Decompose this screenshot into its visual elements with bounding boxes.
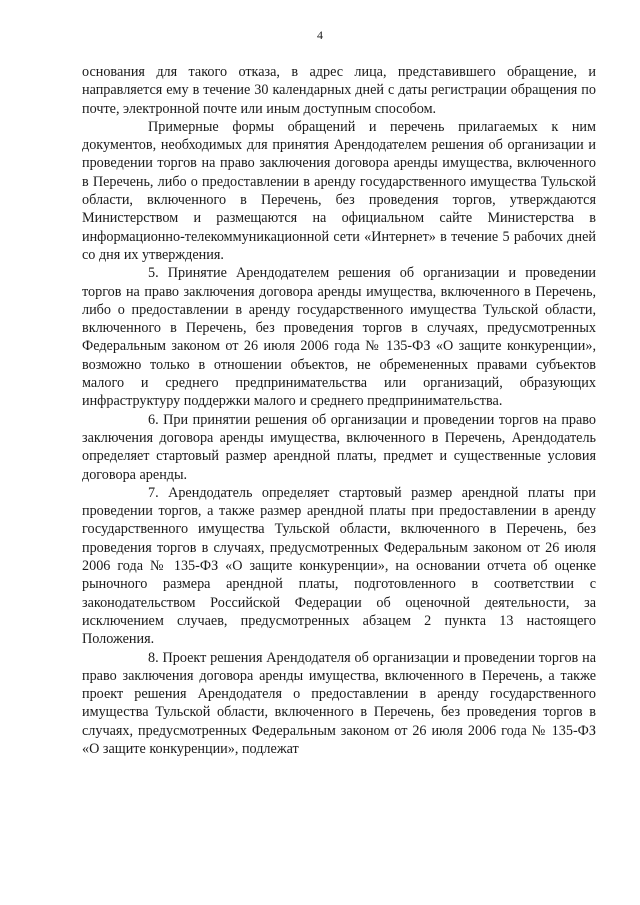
paragraph-item-6: 6. При принятии решения об организации и проведении торгов на право заключения договора аренды имущества, включенного в Перечень, Арендодатель определяет стартовый размер арендной платы, предмет и существенные условия договора аренды. — [82, 411, 596, 483]
paragraph-item-7: 7. Арендодатель определяет стартовый размер арендной платы при проведении торгов, а также размер арендной платы при предоставлении в аренду государственного имущества Тульской области, включенного в Перечень, без проведения торгов в случаях, предусмотренных Федеральным законом от 26 июля 2006 года № 135-ФЗ «О защите конкуренции», на основании отчета об оценке рыночного размера арендной платы, подготовленного в соответствии с законодательством Российской Федерации об оценочной деятельности, за исключением случаев, предусмотренных абзацем 2 пункта 13 настоящего Положения. — [82, 484, 596, 648]
paragraph-item-8: 8. Проект решения Арендодателя об организации и проведении торгов на право заключения договора аренды имущества, включенного в Перечень, а также проект решения Арендодателя о предоставлении в аренду государственного имущества Тульской области, включенного в Перечень, без проведения торгов в случаях, предусмотренных Федеральным законом от 26 июля 2006 года № 135-ФЗ «О защите конкуренции», подлежат — [82, 649, 596, 757]
paragraph-forms: Примерные формы обращений и перечень прилагаемых к ним документов, необходимых для принятия Арендодателем решения об организации и проведении торгов на право заключения договора аренды имущества, включенного в Перечень, либо о предоставлении в аренду государственного имущества Тульской области, включенного в Перечень, без проведения торгов, утверждаются Министерством и размещаются на официальном сайте Министерства в информационно-телекоммуникационной сети «Интернет» в течение 5 рабочих дней со дня их утверждения. — [82, 118, 596, 263]
page-number: 4 — [317, 28, 323, 42]
document-body — [82, 63, 596, 758]
paragraph-item-5: 5. Принятие Арендодателем решения об организации и проведении торгов на право заключения договора аренды имущества, включенного в Перечень, либо о предоставлении в аренду государственного имущества Тульской области, включенного в Перечень, без проведения торгов в случаях, предусмотренных Федеральным законом от 26 июля 2006 года № 135-ФЗ «О защите конкуренции», возможно только в отношении объектов, не обремененных правами субъектов малого и среднего предпринимательства или организаций, образующих инфраструктуру поддержки малого и среднего предпринимательства. — [82, 265, 596, 410]
paragraph-continuation: основания для такого отказа, в адрес лица, представившего обращение, и направляется ему в течение 30 календарных дней с даты регистрации обращения по почте, электронной почте или иным доступным способом. — [82, 64, 596, 117]
